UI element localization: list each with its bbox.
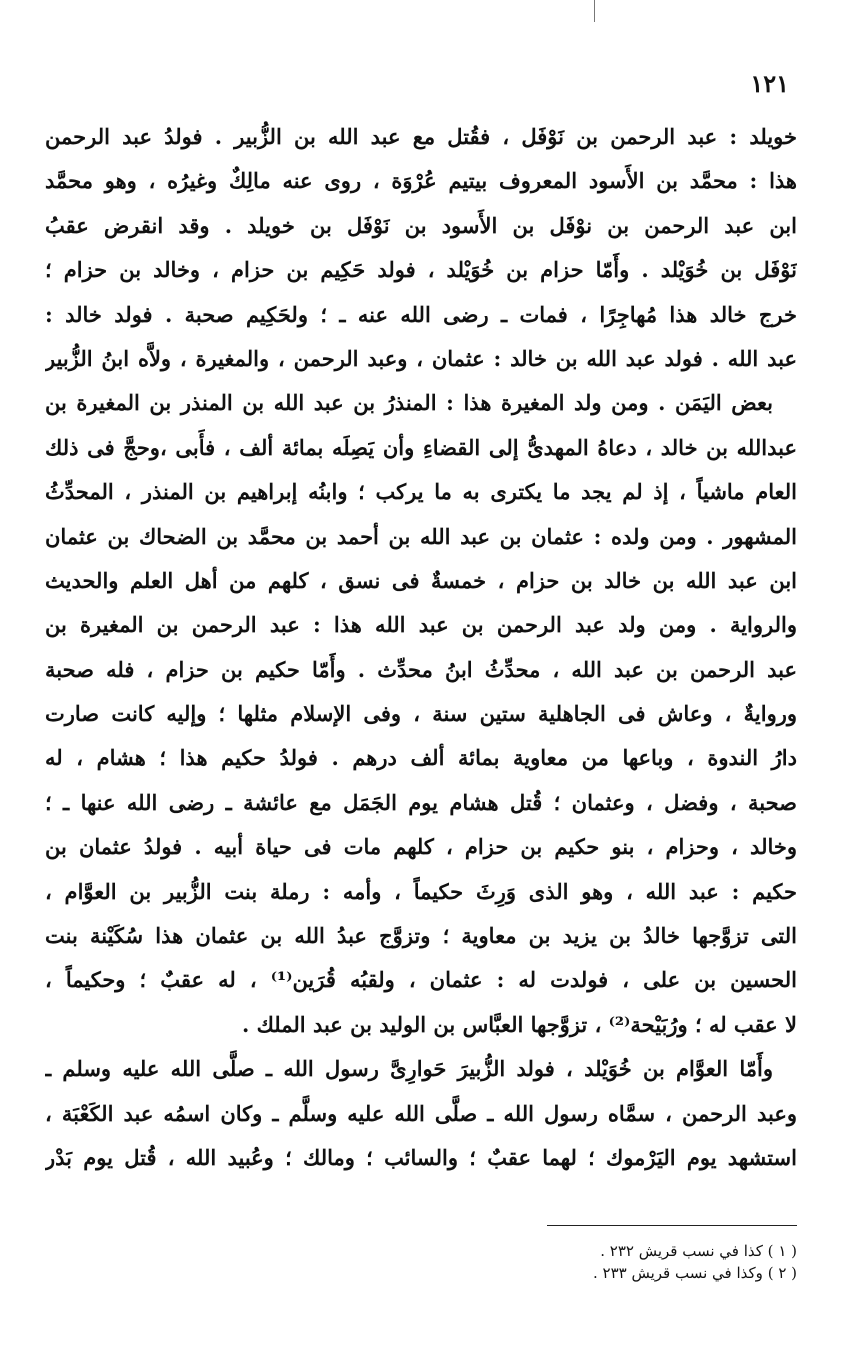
text-line: عبد الرحمن بن عبد الله ، محدِّثُ ابنُ محدِّث . وأَمّا حكيم بن حزام ، فله صحبة: [45, 656, 797, 682]
text-line: وروايةٌ ، وعاش فى الجاهلية ستين سنة ، وفى الإسلام مثلها ؛ وإليه كانت صارت: [45, 701, 797, 727]
text-line: دارُ الندوة ، وباعها من معاوية بمائة ألف درهم . فولدُ حكيم هذا ؛ هشام ، له: [45, 745, 797, 771]
footnote: ( ٢ ) وكذا في نسب قريش ٢٣٣ .: [593, 1264, 797, 1282]
text-line: العام ماشياً ، إذ لم يجد ما يكترى به ما يركب ؛ وابنُه إبراهيم بن المنذر ، المحدِّثُ: [45, 479, 797, 505]
text-line: استشهد يوم اليَرْموك ؛ لهما عقبٌ ؛ والسائب ؛ ومالك ؛ وعُبيد الله ، قُتل يوم بَدْر: [45, 1144, 797, 1170]
footnote: ( ١ ) كذا في نسب قريش ٢٣٢ .: [600, 1242, 797, 1260]
text-line: نَوْفَل بن خُوَيْلد . وأَمّا حزام بن خُوَيْلد ، فولد حَكِيم بن حزام ، وخالد بن حزام ؛: [45, 257, 797, 283]
text-line: صحبة ، وفضل ، وعثمان ؛ قُتل هشام يوم الجَمَل مع عائشة ـ رضى الله عنها ـ ؛: [45, 789, 797, 815]
text-line: عبد الله . فولد عبد الله بن خالد : عثمان ، وعبد الرحمن ، والمغيرة ، ولاَّه ابنُ الزُّبير: [45, 345, 797, 371]
text-line: وأَمّا العوَّام بن خُوَيْلد ، فولد الزُّبيرَ حَوارِىَّ رسول الله ـ صلَّى الله عليه وسلم ـ: [45, 1056, 773, 1082]
text-line: خويلد : عبد الرحمن بن نَوْفَل ، فقُتل مع عبد الله بن الزُّبير . فولدُ عبد الرحمن: [45, 124, 797, 149]
page-number: ١٢١: [750, 69, 789, 98]
text-line: المشهور . ومن ولده : عثمان بن عبد الله بن أحمد بن محمَّد بن الضحاك بن عثمان: [45, 523, 797, 549]
text-line: حكيم : عبد الله ، وهو الذى وَرِثَ حكيماً ، وأمه : رملة بنت الزُّبير بن العوَّام ،: [45, 878, 797, 904]
text-line: هذا : محمَّد بن الأَسود المعروف بيتيم عُرْوَة ، روى عنه مالِكٌ وغيرُه ، وهو محمَّد: [45, 168, 797, 194]
footnote-separator: [547, 1225, 797, 1226]
text-line: عبدالله بن خالد ، دعاهُ المهدىُّ إلى القضاءِ وأن يَصِلَه بمائة ألف ، فأَبى ،وحجَّ فى ذلك: [45, 434, 797, 460]
footnotes-block: [297, 1240, 797, 1284]
text-line: التى تزوَّجها خالدُ بن يزيد بن معاوية ؛ وتزوَّج عبدُ الله بن عثمان هذا سُكَيْنة بنت: [45, 923, 797, 949]
text-line: ابن عبد الرحمن بن نوْفَل بن الأَسود بن نَوْفَل بن خويلد . وقد انقرض عقبُ: [45, 212, 797, 238]
text-line: لا عقب له ؛ ورُبَيْحة⁽²⁾ ، تزوَّجها العبَّاس بن الوليد بن عبد الملك .: [241, 1011, 797, 1037]
text-line: والرواية . ومن ولد عبد الرحمن بن عبد الله هذا : عبد الرحمن بن المغيرة بن: [45, 612, 797, 638]
text-line: بعض اليَمَن . ومن ولد المغيرة هذا : المنذرُ بن عبد الله بن المنذر بن المغيرة بن: [45, 390, 773, 416]
scan-artifact-mark: [594, 0, 595, 22]
text-line: وخالد ، وحزام ، بنو حكيم بن حزام ، كلهم مات فى حياة أبيه . فولدُ عثمان بن: [45, 834, 797, 860]
text-line: الحسين بن على ، فولدت له : عثمان ، ولقبُه قُرَين⁽¹⁾ ، له عقبٌ ؛ وحكيماً ،: [45, 967, 797, 993]
text-line: خرج خالد هذا مُهاجِرًا ، فمات ـ رضى الله عنه ـ ؛ ولحَكِيم صحبة . فولد خالد :: [45, 301, 797, 327]
text-line: ابن عبد الله بن خالد بن حزام ، خمسةٌ فى نسق ، كلهم من أهل العلم والحديث: [45, 567, 797, 593]
text-line: وعبد الرحمن ، سمَّاه رسول الله ـ صلَّى الله عليه وسلَّم ـ وكان اسمُه عبد الكَعْبَة ،: [45, 1100, 797, 1126]
main-text-block: [45, 115, 797, 1180]
